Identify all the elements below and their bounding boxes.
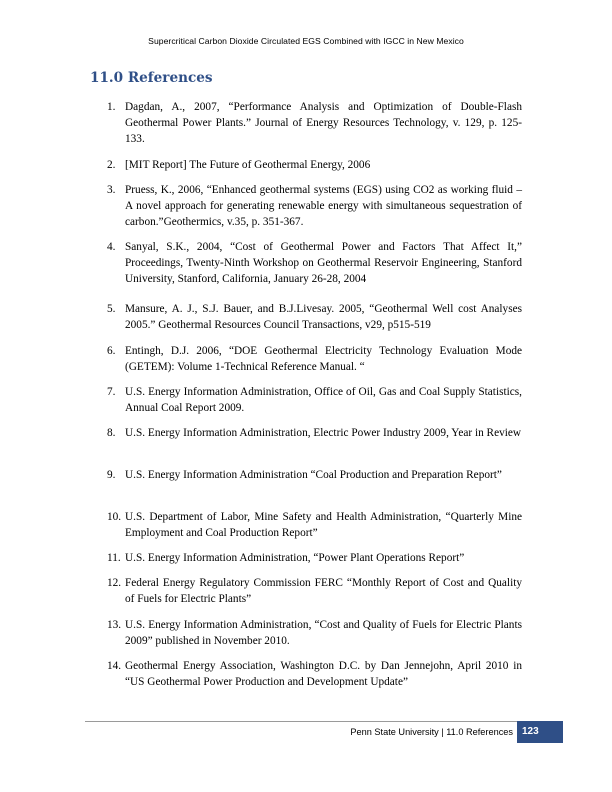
reference-number: 3.: [107, 184, 116, 196]
reference-text: Federal Energy Regulatory Commission FERC “Monthly Report of Cost and Quality of Fuels for Electric Plants”: [125, 577, 522, 605]
footer-label: Penn State University | 11.0 References: [350, 727, 513, 737]
reference-number: 1.: [107, 101, 116, 113]
running-header: Supercritical Carbon Dioxide Circulated EGS Combined with IGCC in New Mexico: [148, 36, 464, 46]
reference-number: 13.: [107, 619, 122, 631]
reference-number: 14.: [107, 660, 122, 672]
reference-text: U.S. Energy Information Administration, “Cost and Quality of Fuels for Electric Plants 2009” published in November 2010.: [125, 619, 522, 647]
reference-item: [107, 182, 522, 230]
reference-text: Pruess, K., 2006, “Enhanced geothermal systems (EGS) using CO2 as working fluid – A novel approach for generating renewable energy with simultaneous sequestration of carbon.”Geothermics, v.35, p. 351-367.: [125, 184, 522, 228]
reference-text: Geothermal Energy Association, Washington D.C. by Dan Jennejohn, April 2010 in “US Geothermal Power Production and Development Update”: [125, 660, 522, 688]
reference-item: [107, 343, 522, 375]
reference-number: 10.: [107, 511, 122, 523]
reference-item: [107, 239, 522, 287]
reference-number: 5.: [107, 303, 116, 315]
reference-number: 11.: [107, 552, 121, 564]
reference-item: [107, 157, 522, 173]
section-heading: 11.0 References: [90, 70, 213, 86]
reference-text: U.S. Energy Information Administration “Coal Production and Preparation Report”: [125, 469, 502, 481]
reference-item: [107, 509, 522, 541]
reference-number: 8.: [107, 427, 116, 439]
reference-text: Dagdan, A., 2007, “Performance Analysis and Optimization of Double-Flash Geothermal Power Plants.” Journal of Energy Resources Technology, v. 129, p. 125-133.: [125, 101, 522, 145]
reference-item: [107, 425, 522, 441]
reference-number: 9.: [107, 469, 116, 481]
reference-item: [107, 658, 522, 690]
reference-item: [107, 384, 522, 416]
reference-text: U.S. Energy Information Administration, “Power Plant Operations Report”: [125, 552, 465, 564]
reference-number: 6.: [107, 345, 116, 357]
reference-text: U.S. Energy Information Administration, Office of Oil, Gas and Coal Supply Statistics, Annual Coal Report 2009.: [125, 386, 522, 414]
reference-text: U.S. Energy Information Administration, Electric Power Industry 2009, Year in Review: [125, 427, 522, 439]
footer-divider: [85, 721, 560, 722]
reference-text: [MIT Report] The Future of Geothermal Energy, 2006: [125, 159, 371, 171]
reference-number: 7.: [107, 386, 116, 398]
reference-text: U.S. Department of Labor, Mine Safety and Health Administration, “Quarterly Mine Employment and Coal Production Report”: [125, 511, 522, 539]
reference-number: 4.: [107, 241, 116, 253]
reference-text: Entingh, D.J. 2006, “DOE Geothermal Electricity Technology Evaluation Mode (GETEM): Volume 1-Technical Reference Manual. “: [125, 345, 522, 373]
reference-text: Sanyal, S.K., 2004, “Cost of Geothermal Power and Factors That Affect It,” Proceedings, Twenty-Ninth Workshop on Geothermal Reservoir Engineering, Stanford University, Stanford, California, January 26-28, 2004: [125, 241, 522, 285]
reference-item: [107, 575, 522, 607]
reference-text: Mansure, A. J., S.J. Bauer, and B.J.Livesay. 2005, “Geothermal Well cost Analyses 2005.” Geothermal Resources Council Transactions, v29, p515-519: [125, 303, 522, 331]
reference-item: [107, 301, 522, 333]
reference-item: [107, 617, 522, 649]
page-number: 123: [517, 721, 563, 743]
reference-number: 2.: [107, 159, 116, 171]
reference-item: [107, 99, 522, 147]
reference-item: [107, 550, 522, 566]
reference-item: [107, 467, 522, 483]
reference-number: 12.: [107, 577, 122, 589]
